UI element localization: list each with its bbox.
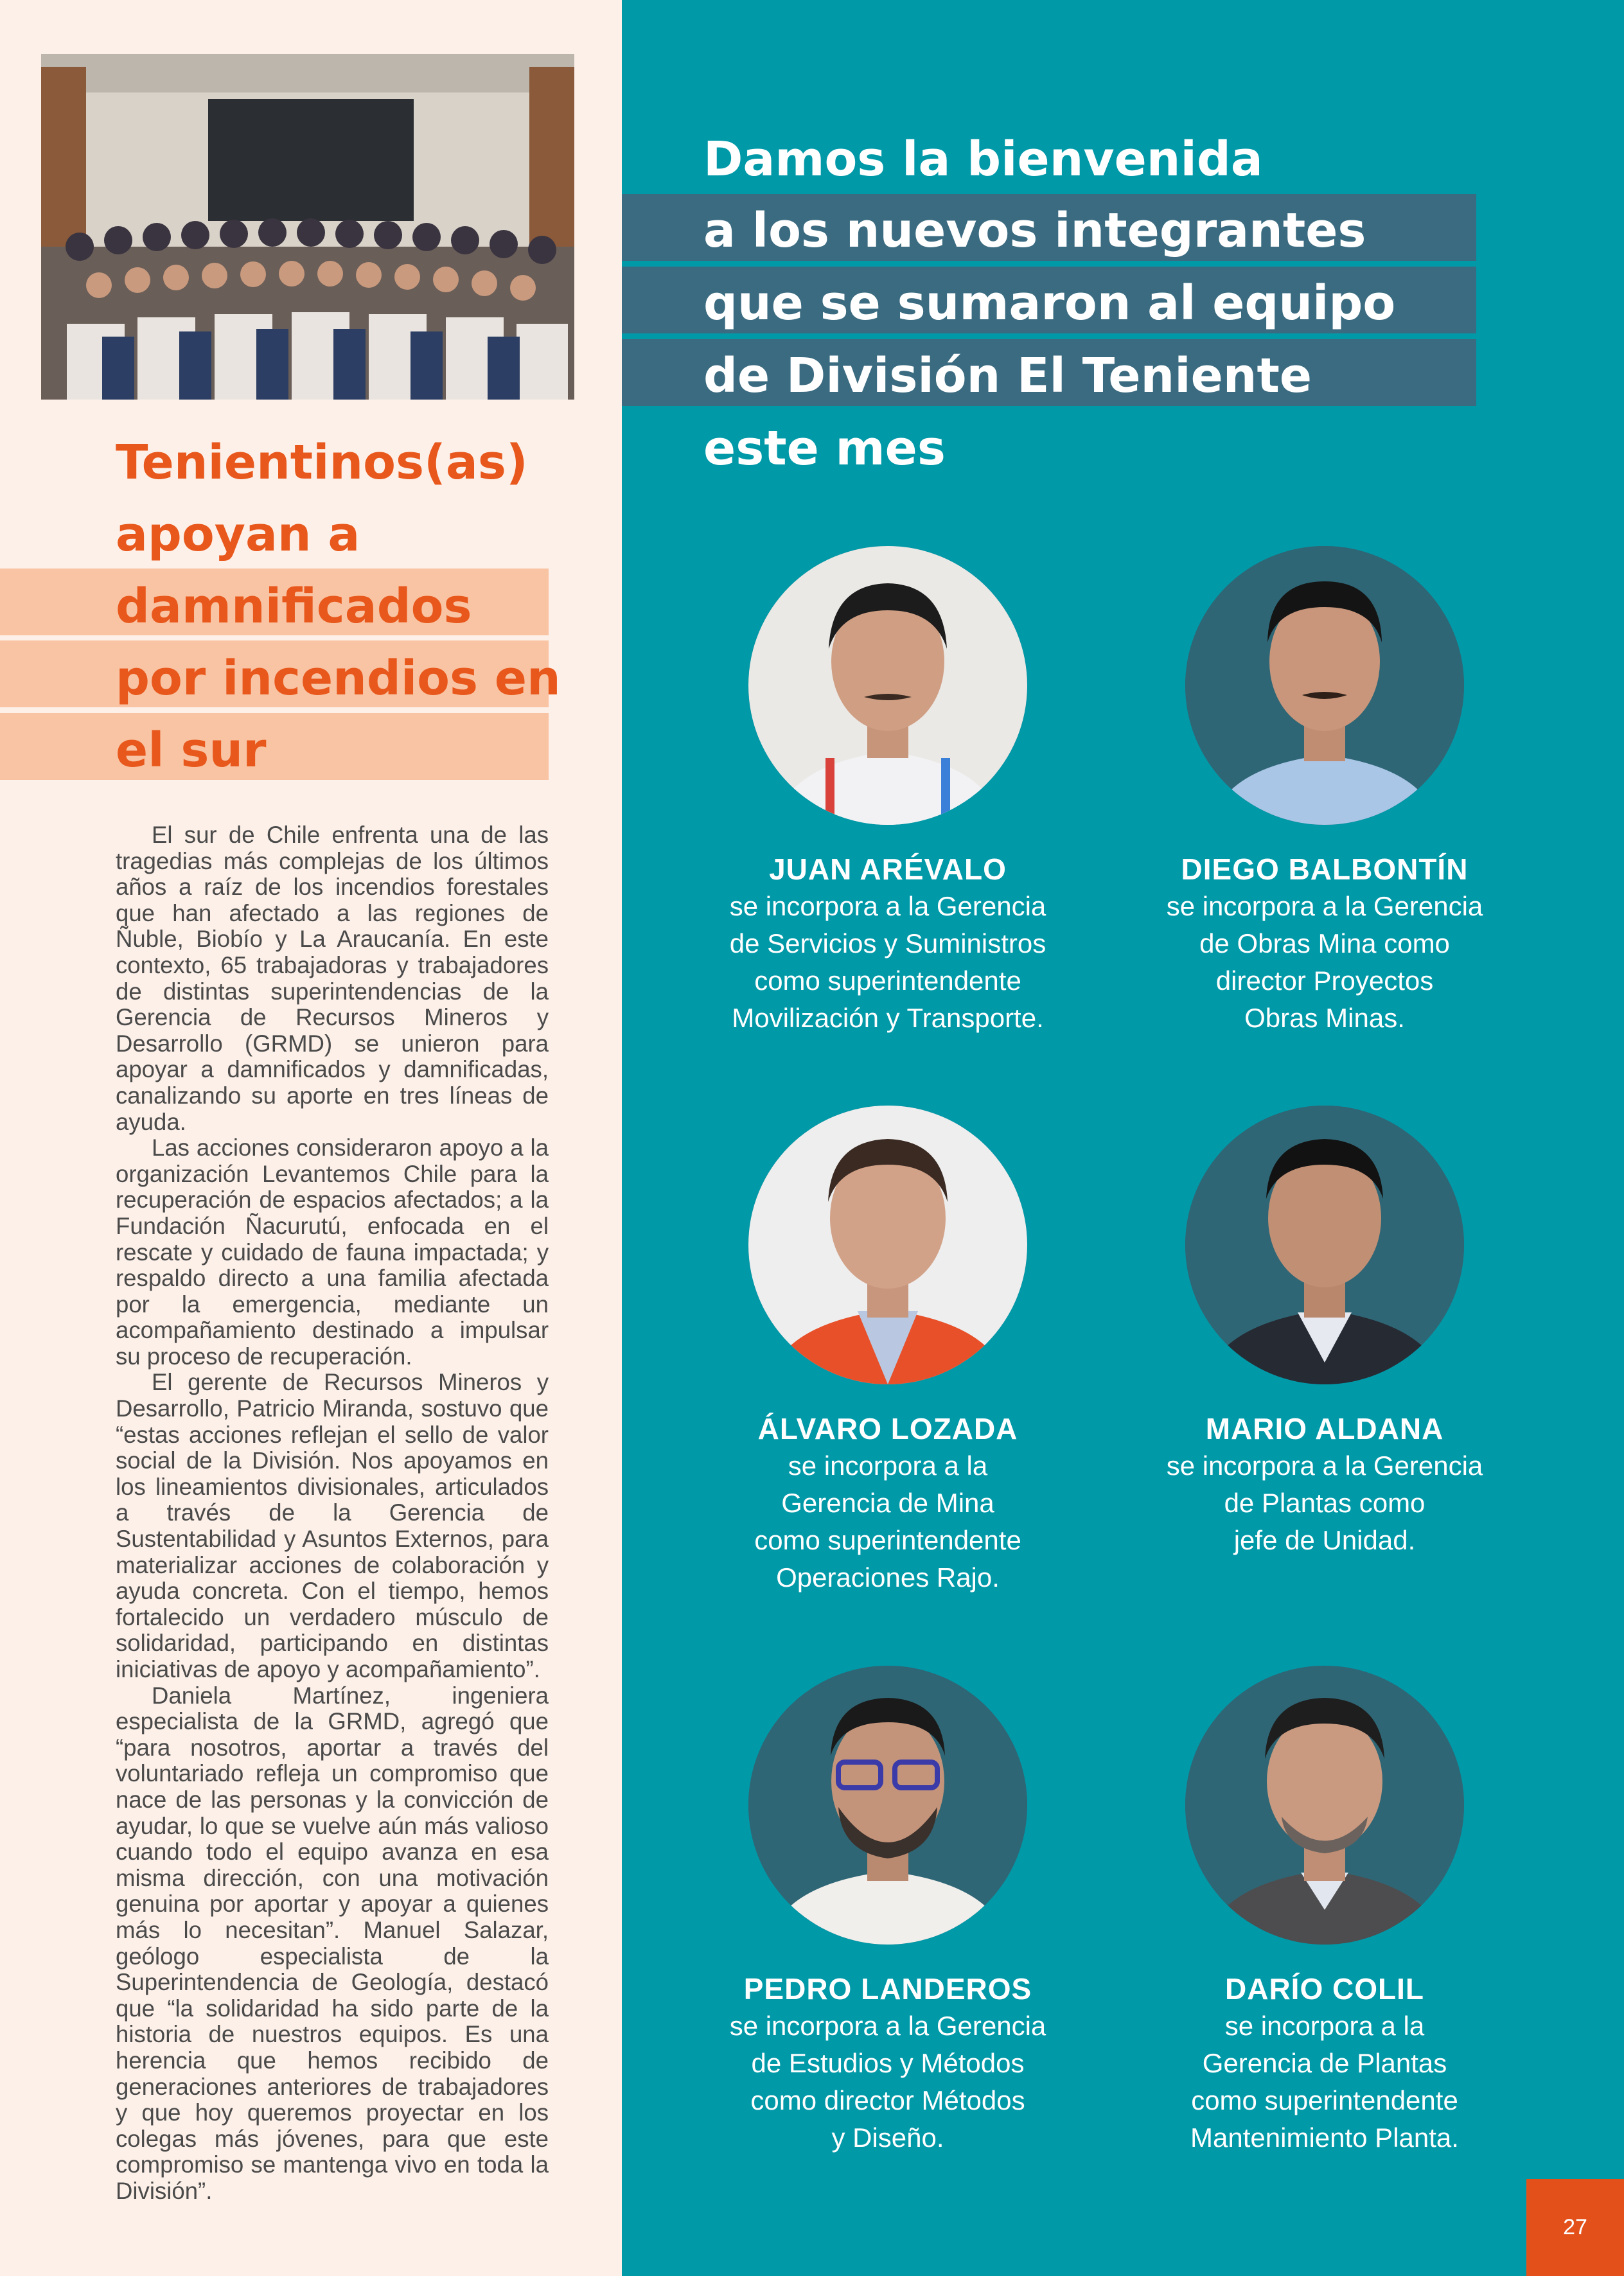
person-name: PEDRO LANDEROS — [743, 1972, 1032, 2006]
person-name: MARIO ALDANA — [1205, 1412, 1444, 1445]
portrait-photo — [1185, 1106, 1464, 1384]
person-name: ÁLVARO LOZADA — [757, 1412, 1018, 1445]
article-title-line-4: por incendios en — [116, 651, 561, 706]
person-description: se incorpora a la Gerencia de Plantas como superintendente Mantenimiento Planta. — [1190, 2011, 1459, 2153]
welcome-heading-line-2: a los nuevos integrantes — [703, 203, 1366, 258]
person-card-dario-colil — [1125, 1666, 1524, 2157]
article-title-line-1: Tenientinos(as) — [116, 435, 528, 490]
article-paragraph: El gerente de Recursos Mineros y Desarrollo, Patricio Miranda, sostuvo que “estas acciones reflejan el sello de valor social de la División. Nos apoyamos en los lineamientos divisionales, articulados a través de la Gerencia de Sustentabilidad y Asuntos Externos, para materializar acciones de colaboración y ayuda concreta. Con el tiempo, hemos fortalecido un verdadero músculo de solidaridad, participando en distintas iniciativas de apoyo y acompañamiento”. — [116, 1369, 549, 1682]
person-description: se incorpora a la Gerencia de Estudios y Métodos como director Métodos y Diseño. — [729, 2011, 1046, 2153]
person-description: se incorpora a la Gerencia de Mina como superintendente Operaciones Rajo. — [754, 1451, 1021, 1592]
article-body — [116, 822, 549, 2204]
portrait-photo — [748, 1106, 1027, 1384]
article-paragraph: El sur de Chile enfrenta una de las tragedias más complejas de los últimos años a raíz de los incendios forestales que han afectado a las regiones de Ñuble, Biobío y La Araucanía. En este contexto, 65 trabajadoras y trabajadores de distintas superintendencias de la Gerencia de Recursos Mineros y Desarrollo (GRMD) se unieron para apoyar a damnificados y damnificadas, canalizando su aporte en tres líneas de ayuda. — [116, 822, 549, 1135]
article-title-line-3: damnificados — [116, 579, 472, 634]
welcome-heading-line-1: Damos la bienvenida — [703, 132, 1263, 187]
portrait-photo — [1185, 546, 1464, 825]
person-description: se incorpora a la Gerencia de Servicios y Suministros como superintendente Movilización y Transporte. — [729, 891, 1046, 1033]
page-number: 27 — [1526, 2179, 1624, 2276]
article-title-line-5: el sur — [116, 723, 267, 778]
title-highlight-3 — [0, 713, 549, 780]
welcome-heading-line-3: que se sumaron al equipo — [703, 276, 1396, 331]
group-photo — [41, 54, 574, 400]
person-card-diego-balbontin — [1125, 546, 1524, 1037]
welcome-heading-line-4: de División El Teniente — [703, 348, 1312, 403]
person-name: DIEGO BALBONTÍN — [1181, 852, 1469, 886]
portrait-photo — [748, 546, 1027, 825]
article-paragraph: Daniela Martínez, ingeniera especialista de la GRMD, agregó que “para nosotros, aportar a través del voluntariado refleja un compromiso que nace de las personas y la convicción de ayudar, lo que se vuelve aún más valioso cuando todo el equipo avanza en esa misma dirección, con una motivación genuina por aportar y apoyar a quienes más lo necesitan”. Manuel Salazar, geólogo especialista de la Superintendencia de Geología, destacó que “la solidaridad ha sido parte de la historia de nuestros equipos. Es una herencia que hemos recibido de generaciones anteriores de trabajadores y que hoy queremos proyectar en los colegas más jóvenes, para que este compromiso se mantenga vivo en toda la División”. — [116, 1682, 549, 2204]
portrait-photo — [1185, 1666, 1464, 1945]
person-name: DARÍO COLIL — [1225, 1972, 1424, 2006]
person-description: se incorpora a la Gerencia de Plantas como jefe de Unidad. — [1166, 1451, 1483, 1555]
article-title-line-2: apoyan a — [116, 507, 360, 562]
portrait-photo — [748, 1666, 1027, 1945]
person-card-mario-aldana — [1125, 1106, 1524, 1559]
person-description: se incorpora a la Gerencia de Obras Mina como director Proyectos Obras Minas. — [1166, 891, 1483, 1033]
person-name: JUAN ARÉVALO — [769, 852, 1007, 886]
article-paragraph: Las acciones consideraron apoyo a la organización Levantemos Chile para la recuperación de espacios afectados; a la Fundación Ñacurutú, enfocada en el rescate y cuidado de fauna impactada; y respaldo directo a una familia afectada por la emergencia, mediante un acompañamiento destinado a impulsar su proceso de recuperación. — [116, 1134, 549, 1370]
person-card-juan-arevalo — [689, 546, 1087, 1037]
welcome-heading-line-5: este mes — [703, 421, 946, 476]
person-card-alvaro-lozada — [689, 1106, 1087, 1596]
person-card-pedro-landeros — [689, 1666, 1087, 2157]
